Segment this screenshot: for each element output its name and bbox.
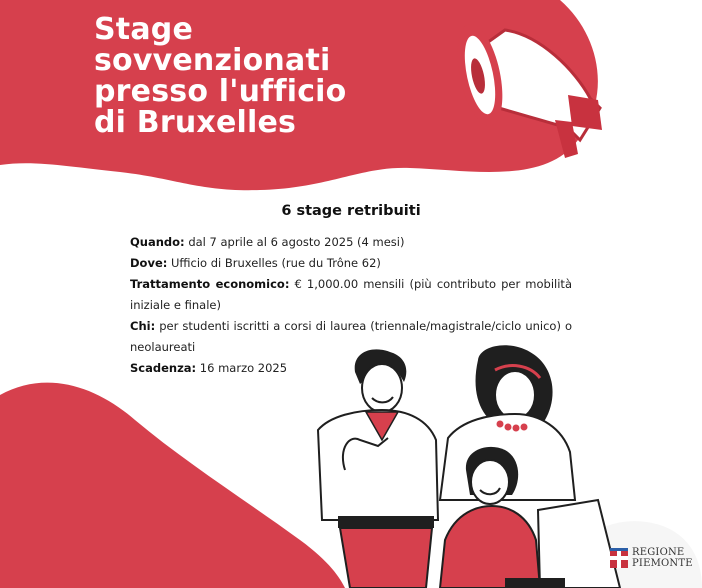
bottom-red-blob xyxy=(0,383,345,588)
detail-deadline xyxy=(130,358,572,379)
regione-piemonte-logo xyxy=(610,547,693,569)
detail-label: Quando: xyxy=(130,235,185,249)
detail-text: 16 marzo 2025 xyxy=(199,361,288,375)
people-illustration xyxy=(318,345,620,588)
detail-text: € 1,000.00 mensili (più contributo per mobilità iniziale e finale) xyxy=(130,277,572,312)
title-line: Stage xyxy=(94,12,194,47)
title-line: presso l'ufficio xyxy=(94,74,347,109)
detail-where xyxy=(130,253,572,274)
detail-pay xyxy=(130,274,572,316)
title-line: di Bruxelles xyxy=(94,105,297,140)
detail-label: Dove: xyxy=(130,256,168,270)
logo-line: PIEMONTE xyxy=(632,558,693,569)
detail-when xyxy=(130,232,572,253)
detail-label: Trattamento economico: xyxy=(130,277,290,291)
detail-label: Scadenza: xyxy=(130,361,197,375)
detail-text: Ufficio di Bruxelles (rue du Trône 62) xyxy=(171,256,381,270)
detail-text: per studenti iscritti a corsi di laurea (triennale/magistrale/ciclo unico) o neolaureati xyxy=(130,319,573,354)
logo-line: REGIONE xyxy=(632,547,685,558)
details-list xyxy=(130,232,572,379)
regione-piemonte-logo-icon xyxy=(610,548,628,568)
detail-text: dal 7 aprile al 6 agosto 2025 (4 mesi) xyxy=(188,235,405,249)
title-line: sovvenzionati xyxy=(94,43,331,78)
detail-label: Chi: xyxy=(130,319,156,333)
detail-who xyxy=(130,316,572,358)
subtitle: 6 stage retribuiti xyxy=(281,203,421,219)
page-title xyxy=(94,14,424,138)
